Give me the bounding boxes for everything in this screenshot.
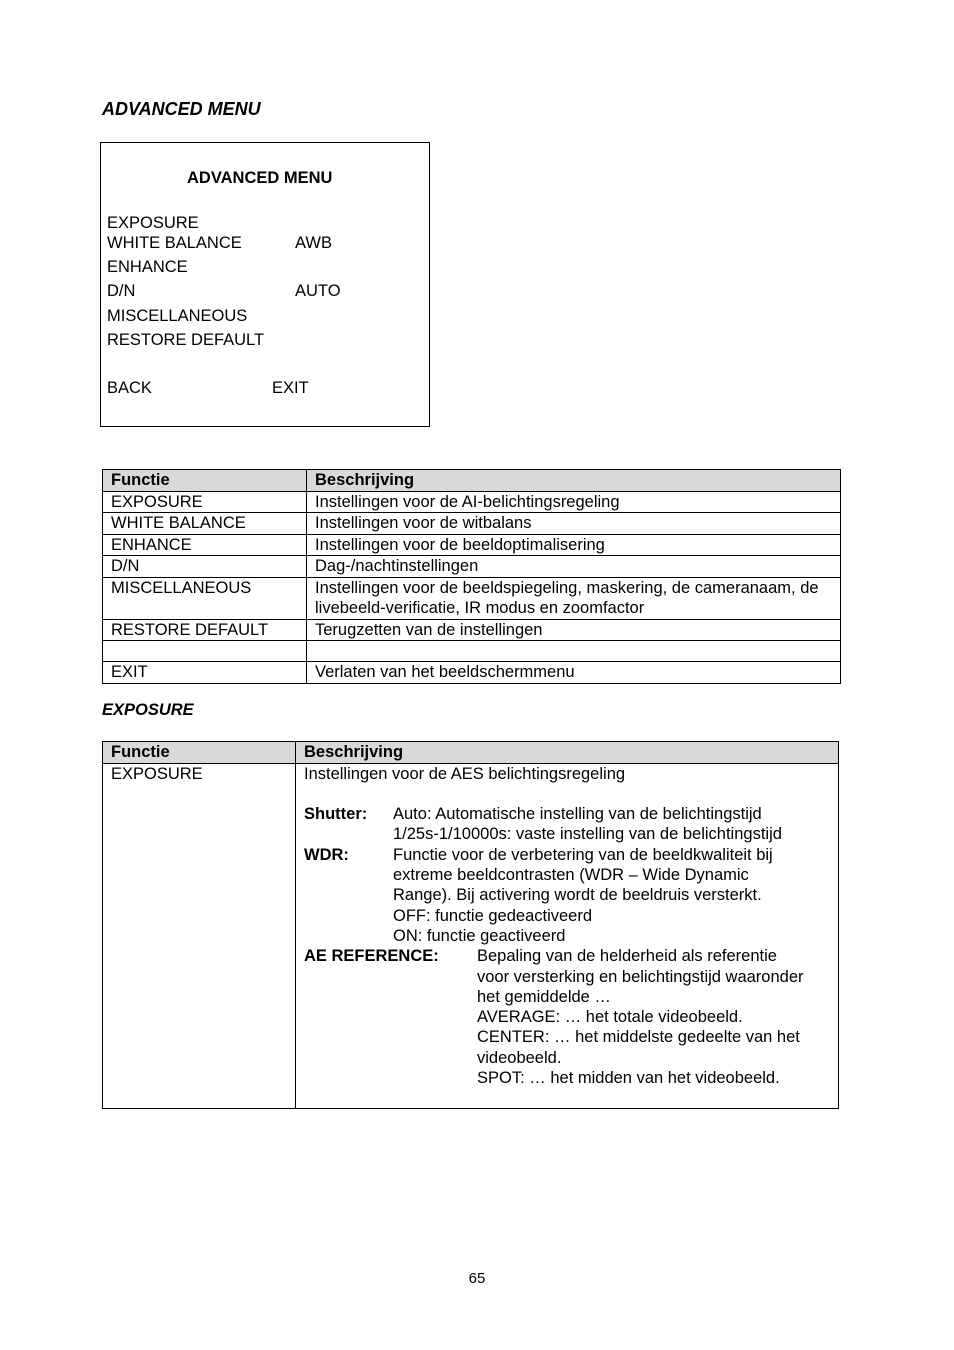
- osd-item-enhance: ENHANCE: [107, 258, 188, 276]
- ae-line: SPOT: … het midden van het videobeeld.: [477, 1068, 780, 1087]
- cell-description: [296, 763, 839, 1108]
- osd-exit: EXIT: [272, 379, 309, 397]
- cell-function: EXPOSURE: [103, 491, 307, 513]
- exposure-description: [296, 764, 838, 1108]
- ae-line: videobeeld.: [477, 1048, 562, 1067]
- wdr-line: Functie voor de verbetering van de beeldkwaliteit bij: [393, 845, 773, 864]
- cell-function: EXIT: [103, 662, 307, 684]
- cell-function: [103, 641, 307, 662]
- osd-item-exposure: EXPOSURE: [107, 214, 199, 232]
- intro-text: Instellingen voor de AES belichtingsregeling: [304, 764, 626, 783]
- table-row: [103, 534, 841, 556]
- cell-description: Terugzetten van de instellingen: [307, 619, 841, 641]
- wdr-line: ON: functie geactiveerd: [393, 926, 566, 945]
- table-row: [103, 556, 841, 578]
- osd-item-miscellaneous: MISCELLANEOUS: [107, 307, 248, 325]
- osd-back: BACK: [107, 379, 152, 397]
- page-number: 65: [468, 1270, 486, 1287]
- cell-description: Instellingen voor de beeldoptimalisering: [307, 534, 841, 556]
- ae-line: voor versterking en belichtingstijd waaronder: [477, 967, 804, 986]
- cell-function: MISCELLANEOUS: [103, 577, 307, 619]
- cell-description: Instellingen voor de AI-belichtingsregeling: [307, 491, 841, 513]
- header-beschrijving: Beschrijving: [296, 742, 839, 764]
- table-row: [103, 577, 841, 619]
- wdr-line: extreme beeldcontrasten (WDR – Wide Dynamic: [393, 865, 749, 884]
- ae-line: het gemiddelde …: [477, 987, 611, 1006]
- cell-description: Verlaten van het beeldschermmenu: [307, 662, 841, 684]
- table-row: [103, 763, 839, 1108]
- cell-function: RESTORE DEFAULT: [103, 619, 307, 641]
- table-row: [103, 491, 841, 513]
- ae-line: AVERAGE: … het totale videobeeld.: [477, 1007, 743, 1026]
- cell-description: [307, 641, 841, 662]
- cell-function: ENHANCE: [103, 534, 307, 556]
- cell-function: WHITE BALANCE: [103, 513, 307, 535]
- cell-description: Instellingen voor de witbalans: [307, 513, 841, 535]
- ae-line: Bepaling van de helderheid als referentie: [477, 946, 777, 965]
- ae-line: CENTER: … het middelste gedeelte van het: [477, 1027, 800, 1046]
- osd-item-restore-default: RESTORE DEFAULT: [107, 331, 265, 349]
- header-functie: Functie: [103, 742, 296, 764]
- osd-value-dn: AUTO: [295, 282, 341, 300]
- ae-reference-label: AE REFERENCE:: [304, 946, 439, 965]
- osd-menu-title: ADVANCED MENU: [187, 169, 333, 187]
- shutter-line: 1/25s-1/10000s: vaste instelling van de belichtingstijd: [393, 824, 782, 843]
- table-header-row: [103, 742, 839, 764]
- cell-description: Instellingen voor de beeldspiegeling, maskering, de cameranaam, de livebeeld-verificatie, IR modus en zoomfactor: [307, 577, 841, 619]
- cell-description: Dag-/nachtinstellingen: [307, 556, 841, 578]
- section-heading-exposure: EXPOSURE: [102, 701, 194, 719]
- table-row: [103, 619, 841, 641]
- osd-value-white-balance: AWB: [295, 234, 332, 252]
- osd-item-dn: D/N: [107, 282, 136, 300]
- table-row: [103, 662, 841, 684]
- wdr-line: Range). Bij activering wordt de beeldruis versterkt.: [393, 885, 762, 904]
- cell-function: EXPOSURE: [103, 763, 296, 1108]
- header-functie: Functie: [103, 470, 307, 492]
- header-beschrijving: Beschrijving: [307, 470, 841, 492]
- exposure-table: [102, 741, 839, 1109]
- table-row: [103, 513, 841, 535]
- wdr-label: WDR:: [304, 845, 349, 864]
- shutter-label: Shutter:: [304, 804, 368, 823]
- table-row-empty: [103, 641, 841, 662]
- shutter-line: Auto: Automatische instelling van de belichtingstijd: [393, 804, 762, 823]
- table-header-row: [103, 470, 841, 492]
- wdr-line: OFF: functie gedeactiveerd: [393, 906, 593, 925]
- osd-item-white-balance: WHITE BALANCE: [107, 234, 242, 252]
- osd-menu-box: [100, 142, 430, 427]
- section-heading-advanced-menu: ADVANCED MENU: [102, 99, 261, 119]
- advanced-menu-table: [102, 469, 841, 684]
- cell-function: D/N: [103, 556, 307, 578]
